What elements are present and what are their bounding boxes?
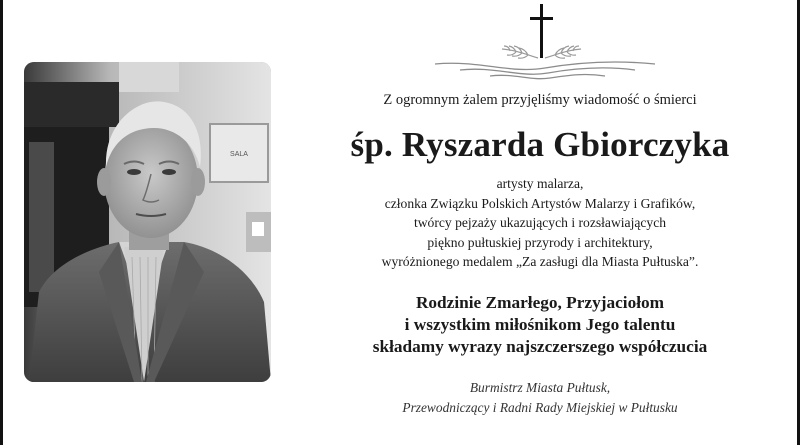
condolence-line: i wszystkim miłośnikom Jego talentu xyxy=(404,315,676,334)
bio-line: twórcy pejzaży ukazujących i rozsławiających xyxy=(413,215,667,231)
bio-line: piękno pułtuskiej przyrody i architektury, xyxy=(427,234,653,250)
signature xyxy=(290,378,790,418)
condolence-line: składamy wyrazy najszczerszego współczucia xyxy=(372,337,708,356)
bio-line: członka Związku Polskich Artystów Malarzy i Grafików, xyxy=(384,195,696,211)
signature-line: Przewodniczący i Radni Rady Miejskiej w Pułtusku xyxy=(402,400,678,415)
left-border xyxy=(0,0,3,445)
condolence-line: Rodzinie Zmarłego, Przyjaciołom xyxy=(415,293,665,312)
deceased-name: śp. Ryszarda Gbiorczyka xyxy=(350,125,730,164)
wall-sign-text: SALA xyxy=(230,151,248,158)
signature-line: Burmistrz Miasta Pułtusk, xyxy=(469,380,611,395)
intro-text: Z ogromnym żalem przyjęliśmy wiadomość o śmierci xyxy=(383,92,697,108)
portrait-photo xyxy=(24,62,271,382)
cross-with-olive-branches-icon xyxy=(430,2,660,84)
condolence-message xyxy=(290,292,790,358)
bio-line: wyróżnionego medalem „Za zasługi dla Miasta Pułtuska”. xyxy=(381,254,699,270)
biography xyxy=(290,174,790,272)
bio-line: artysty malarza, xyxy=(496,176,584,191)
